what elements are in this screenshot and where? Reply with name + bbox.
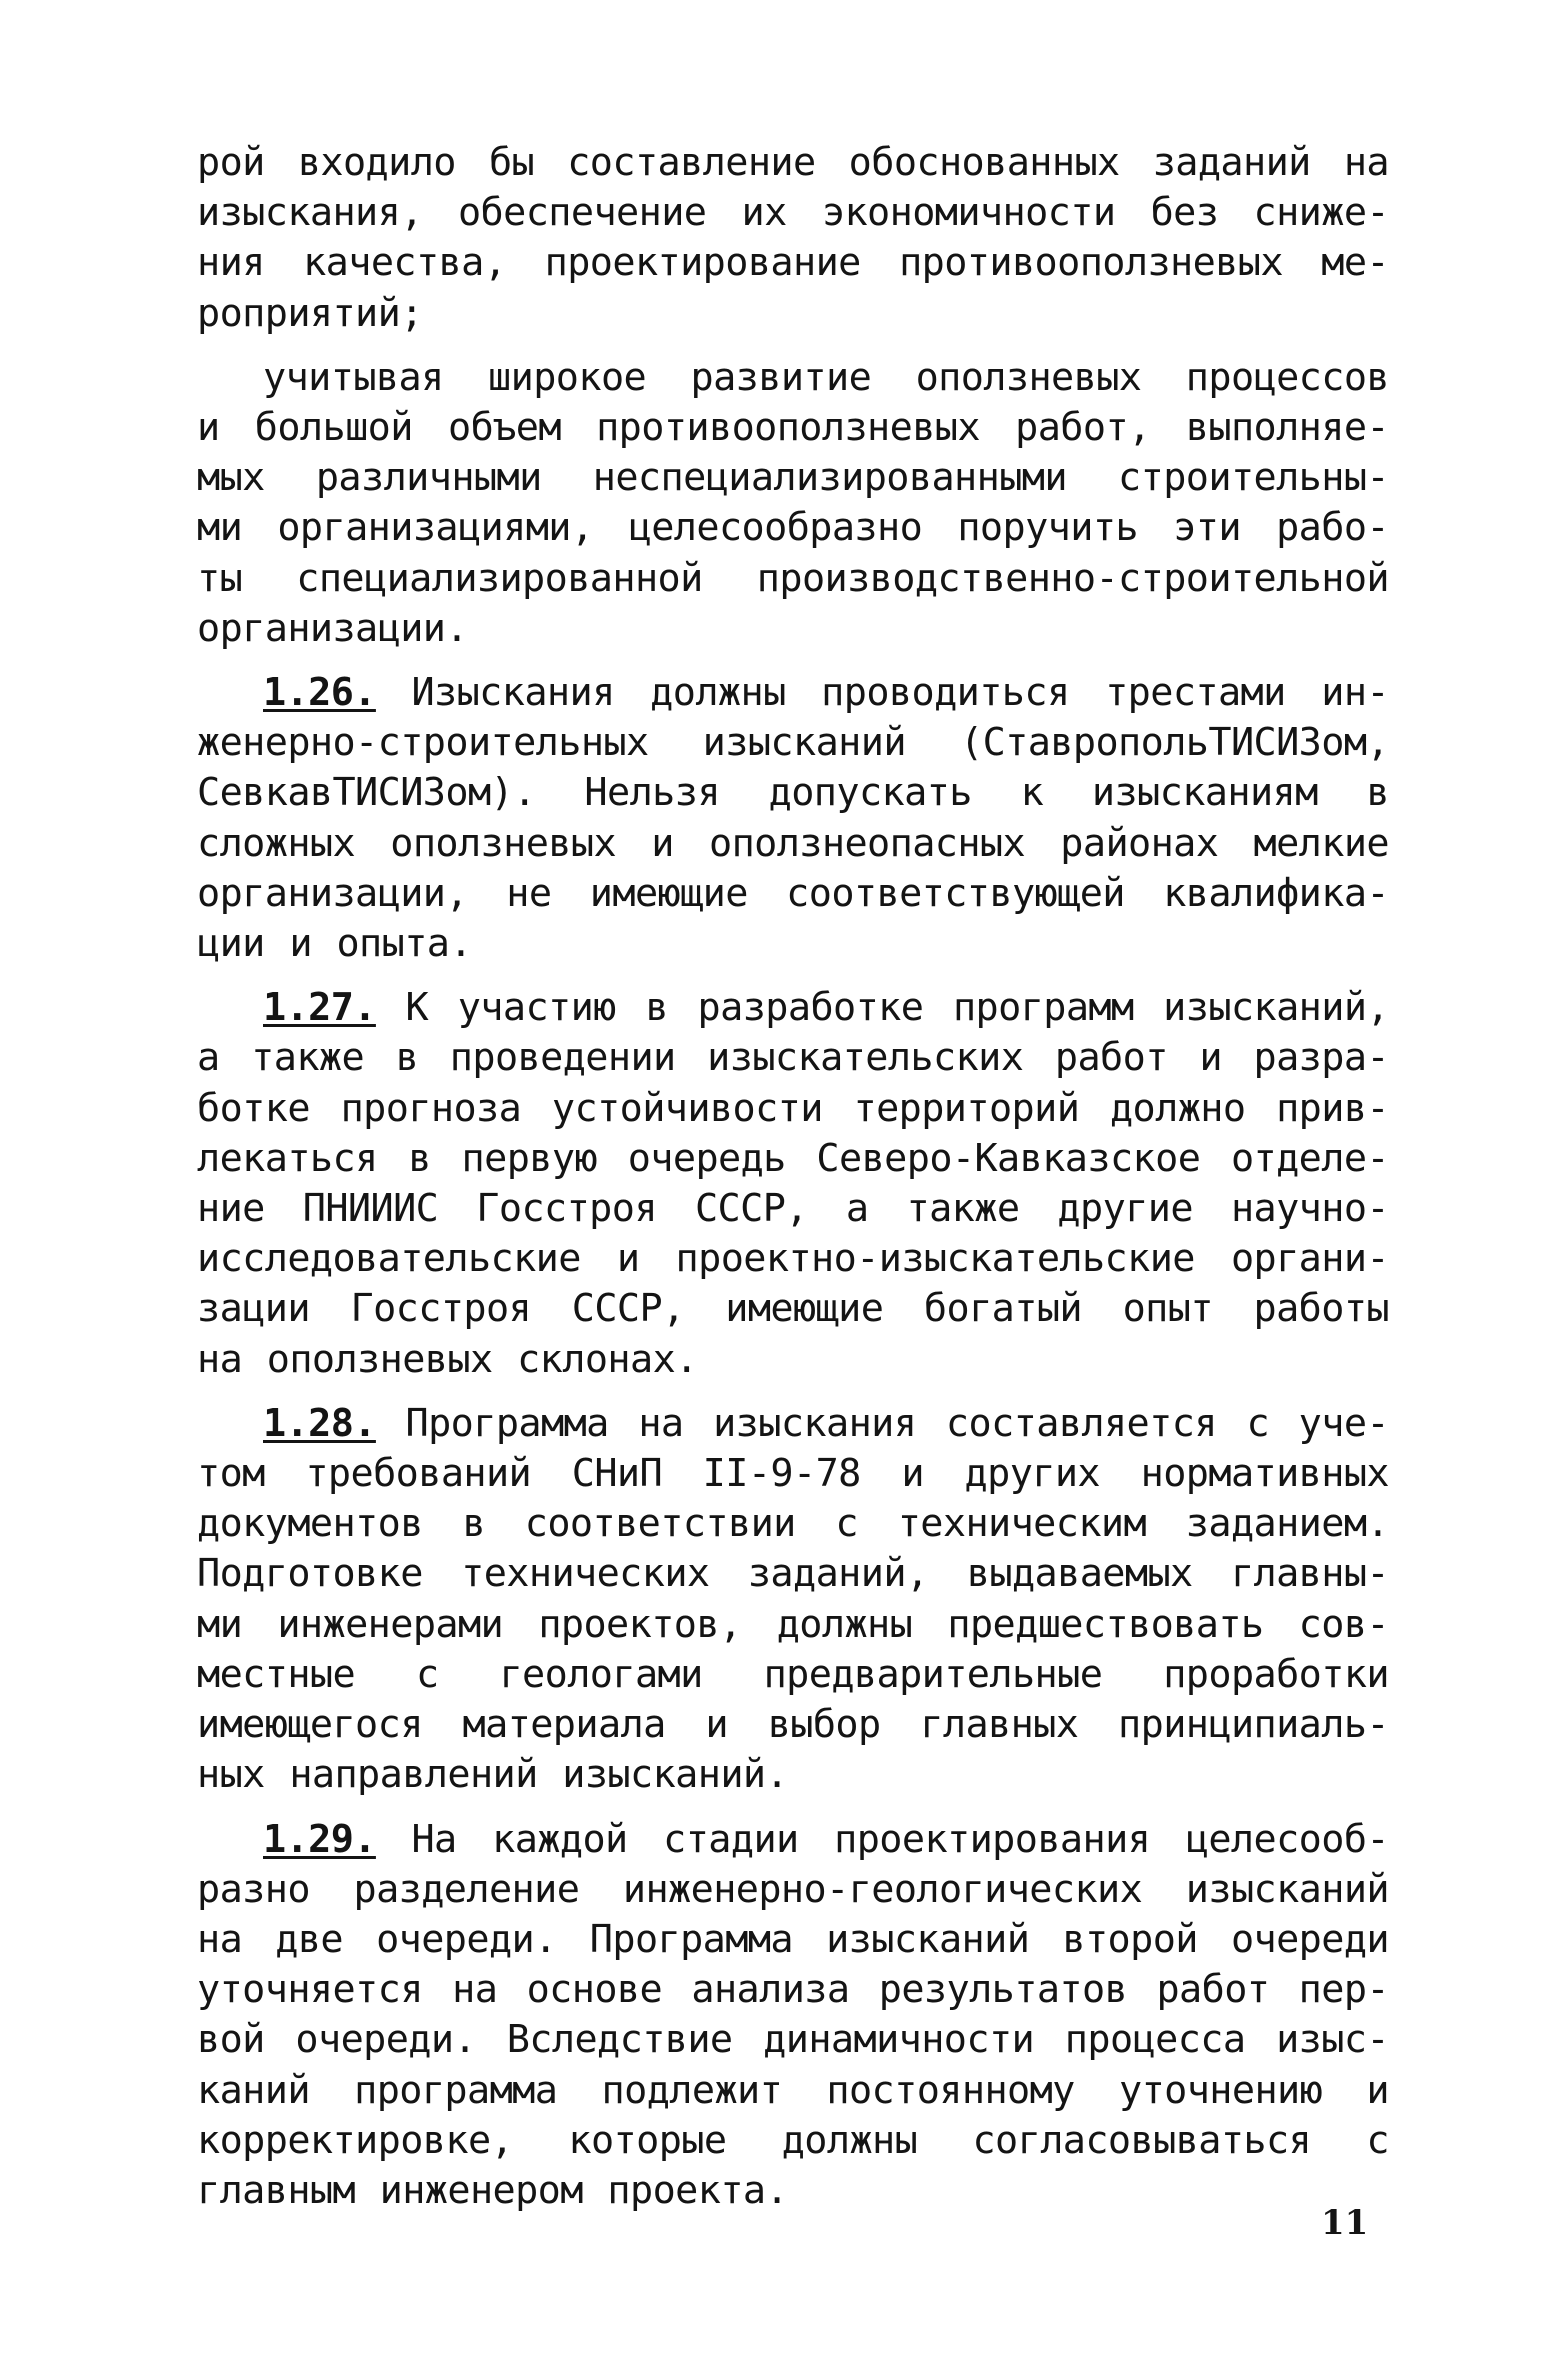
text-line: уточняется на основе анализа результатов работ пер-	[197, 1967, 1389, 2013]
text-line: ции и опыта.	[197, 921, 472, 967]
section-number: 1.27.	[263, 985, 376, 1031]
text-line: мых различными неспециализированными строительны-	[197, 455, 1389, 501]
paragraph-1-26	[197, 668, 1389, 969]
text-line: женерно-строительных изысканий (СтавропольТИСИЗом,	[197, 720, 1389, 766]
section-number: 1.28.	[263, 1400, 376, 1446]
text-line: ми организациями, целесообразно поручить эти рабо-	[197, 505, 1389, 551]
text-line: сложных оползневых и оползнеопасных районах мелкие	[197, 820, 1389, 866]
text-line: ние ПНИИИС Госстроя СССР, а также другие научно-	[197, 1186, 1389, 1232]
section-number: 1.29.	[263, 1816, 376, 1862]
page-number: 11	[1321, 2203, 1369, 2243]
text-line: ботке прогноза устойчивости территорий должно прив-	[197, 1085, 1389, 1131]
text-line: каний программа подлежит постоянному уточнению и	[197, 2067, 1389, 2113]
text-line: том требований СНиП II-9-78 и других нормативных	[197, 1451, 1389, 1497]
text-line-content: Программа на изыскания составляется с уче-	[405, 1400, 1389, 1446]
text-line: главным инженером проекта.	[197, 2167, 789, 2213]
text-line	[197, 1399, 1389, 1449]
text-line-content: На каждой стадии проектирования целесооб-	[411, 1816, 1389, 1862]
text-line: местные с геологами предварительные проработки	[197, 1651, 1389, 1697]
text-line: документов в соответствии с техническим заданием.	[197, 1501, 1389, 1547]
paragraph-wide-development	[197, 353, 1389, 654]
text-line	[197, 1815, 1389, 1865]
section-number: 1.26.	[263, 670, 376, 716]
text-line: рой входило бы составление обоснованных заданий на	[197, 140, 1389, 185]
text-line: ми инженерами проектов, должны предшествовать сов-	[197, 1601, 1389, 1647]
text-line	[197, 983, 1389, 1033]
text-line	[197, 668, 1389, 718]
text-line: организации, не имеющие соответствующей квалифика-	[197, 870, 1389, 916]
text-line: имеющегося материала и выбор главных принципиаль-	[197, 1702, 1389, 1748]
text-line: исследовательские и проектно-изыскательские органи-	[197, 1236, 1389, 1282]
text-line: СевкавТИСИЗом). Нельзя допускать к изысканиям в	[197, 770, 1389, 816]
text-line: на две очереди. Программа изысканий второй очереди	[197, 1916, 1389, 1962]
paragraph-1-29	[197, 1815, 1389, 2217]
text-line: ты специализированной производственно-строительной	[197, 555, 1389, 601]
paragraph-1-27	[197, 983, 1389, 1385]
text-line: ния качества, проектирование противооползневых ме-	[197, 240, 1389, 286]
text-line: на оползневых склонах.	[197, 1336, 698, 1382]
text-line: разно разделение инженерно-геологических изысканий	[197, 1866, 1389, 1912]
text-line: лекаться в первую очередь Северо-Кавказское отделе-	[197, 1135, 1389, 1181]
text-line: вой очереди. Вследствие динамичности процесса изыс-	[197, 2017, 1389, 2063]
text-line-content: Изыскания должны проводиться трестами ин-	[411, 670, 1389, 716]
text-line: ных направлений изысканий.	[197, 1752, 789, 1798]
text-line: и большой объем противооползневых работ, выполняе-	[197, 405, 1389, 451]
text-line-content: К участию в разработке программ изысканий,	[405, 985, 1389, 1031]
paragraph-continuation	[197, 138, 1389, 339]
text-line: организации.	[197, 605, 468, 651]
text-line: роприятий;	[197, 290, 423, 336]
text-line: зации Госстроя СССР, имеющие богатый опыт работы	[197, 1286, 1389, 1332]
text-line: Подготовке технических заданий, выдаваемых главны-	[197, 1551, 1389, 1597]
document-page	[197, 138, 1389, 2230]
text-line: корректировке, которые должны согласовываться с	[197, 2117, 1389, 2163]
text-line: учитывая широкое развитие оползневых процессов	[263, 354, 1389, 400]
paragraph-1-28	[197, 1399, 1389, 1801]
text-line: изыскания, обеспечение их экономичности без сниже-	[197, 190, 1389, 236]
text-line: а также в проведении изыскательских работ и разра-	[197, 1035, 1389, 1081]
